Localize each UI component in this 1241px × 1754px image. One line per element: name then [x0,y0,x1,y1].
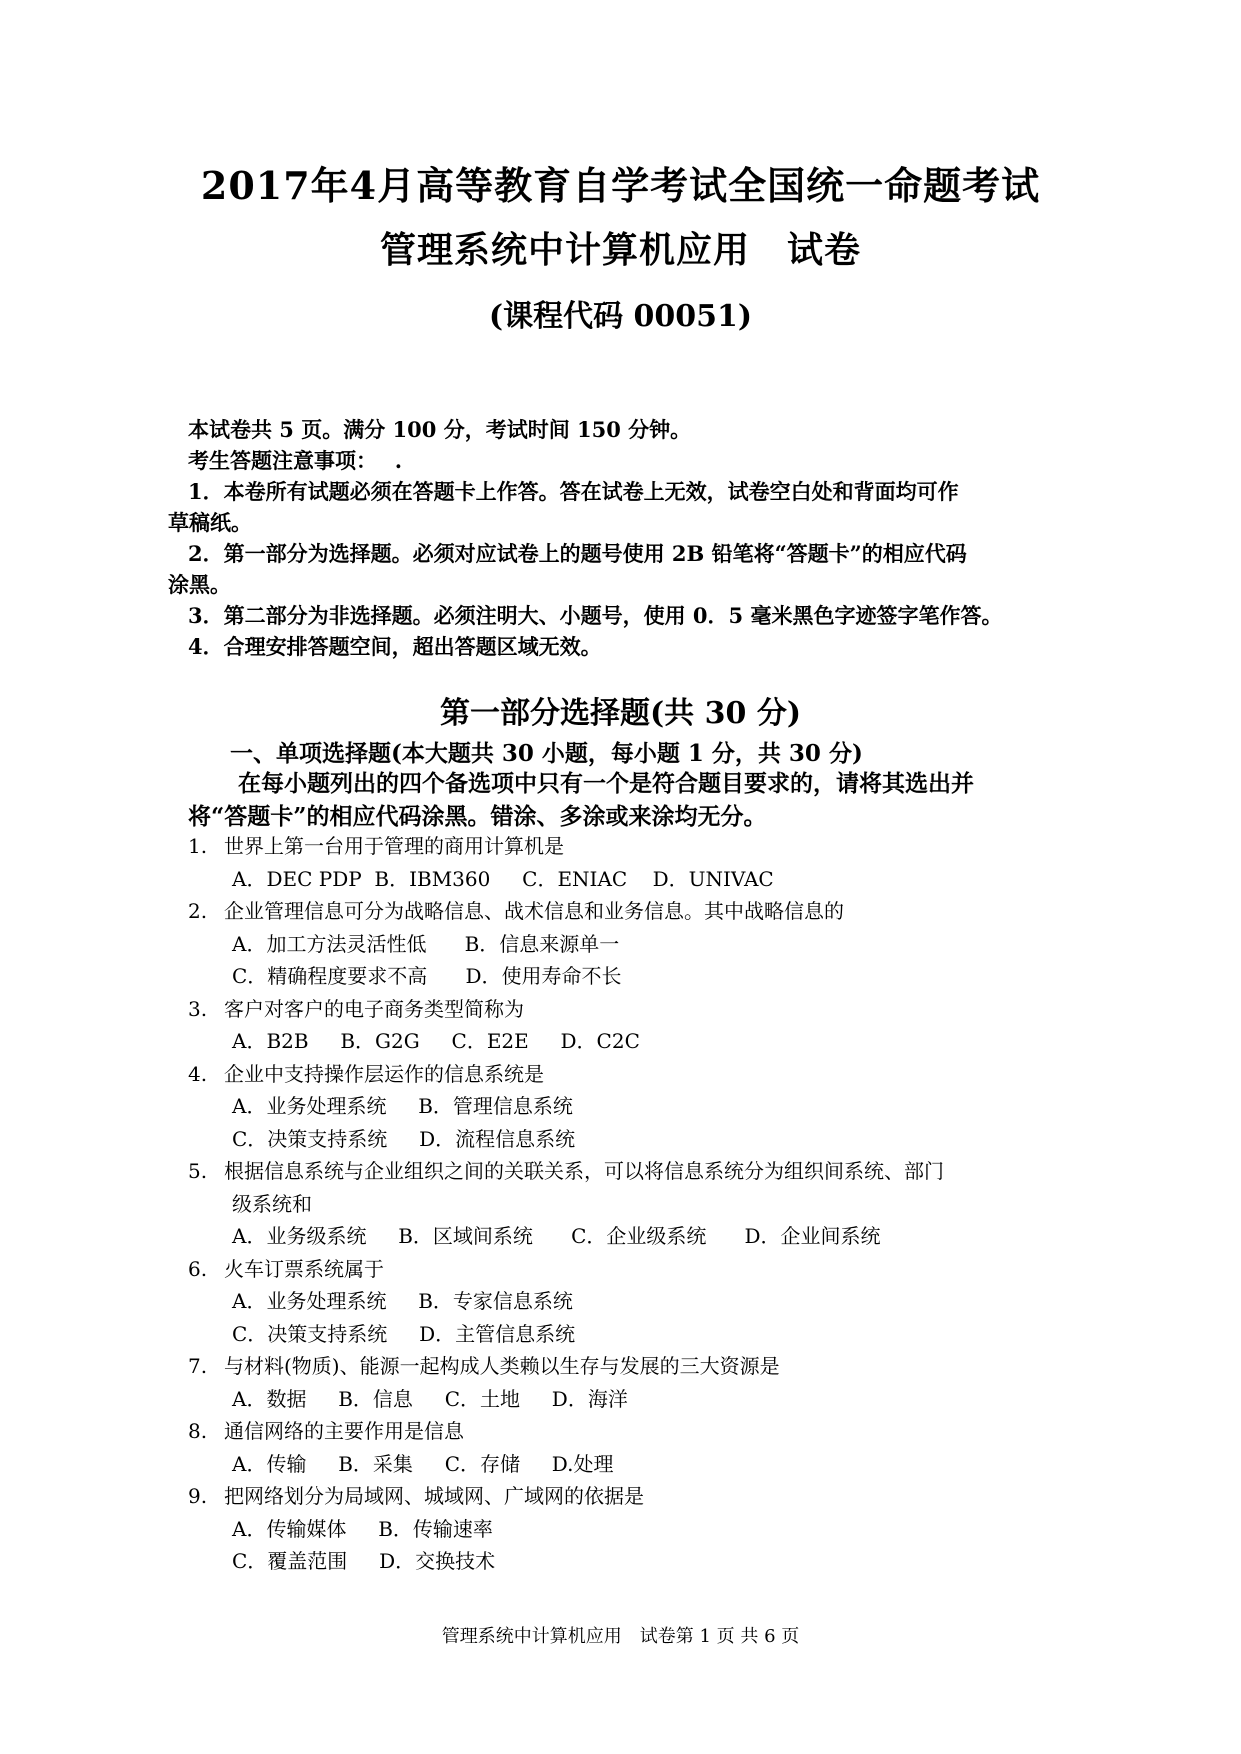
question-options: C．决策支持系统 D．主管信息系统 [232,1321,576,1346]
question-5 [188,1155,1088,1253]
notes-item-2: 2．第一部分为选择题。必须对应试卷上的题号使用 2B 铅笔将“答题卡”的相应代码 [188,541,967,566]
question-options: A．DEC PDP B．IBM360 C．ENIAC D．UNIVAC [232,866,774,891]
notes-item-2-cont: 涂黑。 [168,572,231,597]
notes-heading: 考生答题注意事项： . [188,448,403,473]
part-title: 一、单项选择题(本大题共 30 小题，每小题 1 分，共 30 分) [230,740,863,767]
notes-item-1: 1．本卷所有试题必须在答题卡上作答。答在试卷上无效，试卷空白处和背面均可作 [188,479,959,504]
question-text-cont: 级系统和 [232,1191,312,1216]
question-4 [188,1058,1088,1156]
question-text: 世界上第一台用于管理的商用计算机是 [224,834,564,858]
section-instruction [188,767,1058,833]
question-options: A．业务级系统 B．区域间系统 C．企业级系统 D．企业间系统 [232,1224,881,1248]
question-number: 6. [188,1256,208,1281]
question-8 [188,1415,1088,1480]
question-options: A．业务处理系统 B．管理信息系统 [232,1094,573,1118]
question-number: 5. [188,1159,208,1183]
question-number: 9. [188,1484,208,1508]
question-1 [188,830,1088,895]
question-text: 把网络划分为局域网、城域网、广域网的依据是 [224,1484,644,1508]
question-options: C．精确程度要求不高 D．使用寿命不长 [232,964,622,988]
exam-notes [168,414,1078,662]
question-options: A．业务处理系统 B．专家信息系统 [232,1289,573,1313]
question-text: 与材料(物质)、能源一起构成人类赖以生存与发展的三大资源是 [224,1354,780,1378]
exam-subject-title: 管理系统中计算机应用 试卷 [379,229,861,271]
question-7 [188,1350,1088,1415]
question-list [188,830,1088,1578]
section-title: 第一部分选择题(共 30 分) [439,696,802,731]
question-number: 3. [188,996,208,1021]
question-text: 火车订票系统属于 [224,1256,384,1281]
question-3 [188,993,1088,1058]
question-number: 7. [188,1354,208,1378]
question-options: C．决策支持系统 D．流程信息系统 [232,1126,576,1151]
notes-item-1-cont: 草稿纸。 [168,510,252,535]
instruction-line-2: 将“答题卡”的相应代码涂黑。错涂、多涂或来涂均无分。 [188,803,767,830]
question-options: A．传输媒体 B．传输速率 [232,1516,493,1541]
question-number: 8. [188,1419,208,1443]
question-9 [188,1480,1088,1578]
notes-item-4: 4．合理安排答题空间，超出答题区域无效。 [188,634,602,659]
exam-title: 2017年4月高等教育自学考试全国统一命题考试 [200,163,1041,208]
instruction-line-1: 在每小题列出的四个备选项中只有一个是符合题目要求的，请将其选出并 [238,770,974,797]
question-text: 根据信息系统与企业组织之间的关联关系，可以将信息系统分为组织间系统、部门 [224,1159,944,1183]
question-options: A．B2B B．G2G C．E2E D．C2C [232,1029,640,1053]
question-6 [188,1253,1088,1351]
question-text: 企业中支持操作层运作的信息系统是 [224,1061,544,1086]
course-code: (课程代码 00051) [488,299,753,334]
question-text: 企业管理信息可分为战略信息、战术信息和业务信息。其中战略信息的 [224,899,844,923]
question-options: A．加工方法灵活性低 B．信息来源单一 [232,931,620,956]
notes-intro: 本试卷共 5 页。满分 100 分，考试时间 150 分钟。 [188,417,692,442]
question-number: 2. [188,899,208,923]
question-number: 4. [188,1061,208,1086]
question-options: C．覆盖范围 D．交换技术 [232,1549,496,1573]
question-text: 通信网络的主要作用是信息 [224,1419,464,1443]
question-options: A．传输 B．采集 C．存储 D.处理 [232,1451,614,1476]
question-text: 客户对客户的电子商务类型简称为 [224,996,524,1021]
question-options: A．数据 B．信息 C．土地 D．海洋 [232,1386,628,1411]
question-2 [188,895,1088,993]
notes-item-3: 3．第二部分为非选择题。必须注明大、小题号，使用 0．5 毫米黑色字迹签字笔作答。 [188,603,1003,628]
question-number: 1. [188,834,208,858]
page-footer: 管理系统中计算机应用 试卷第 1 页 共 6 页 [441,1626,800,1647]
